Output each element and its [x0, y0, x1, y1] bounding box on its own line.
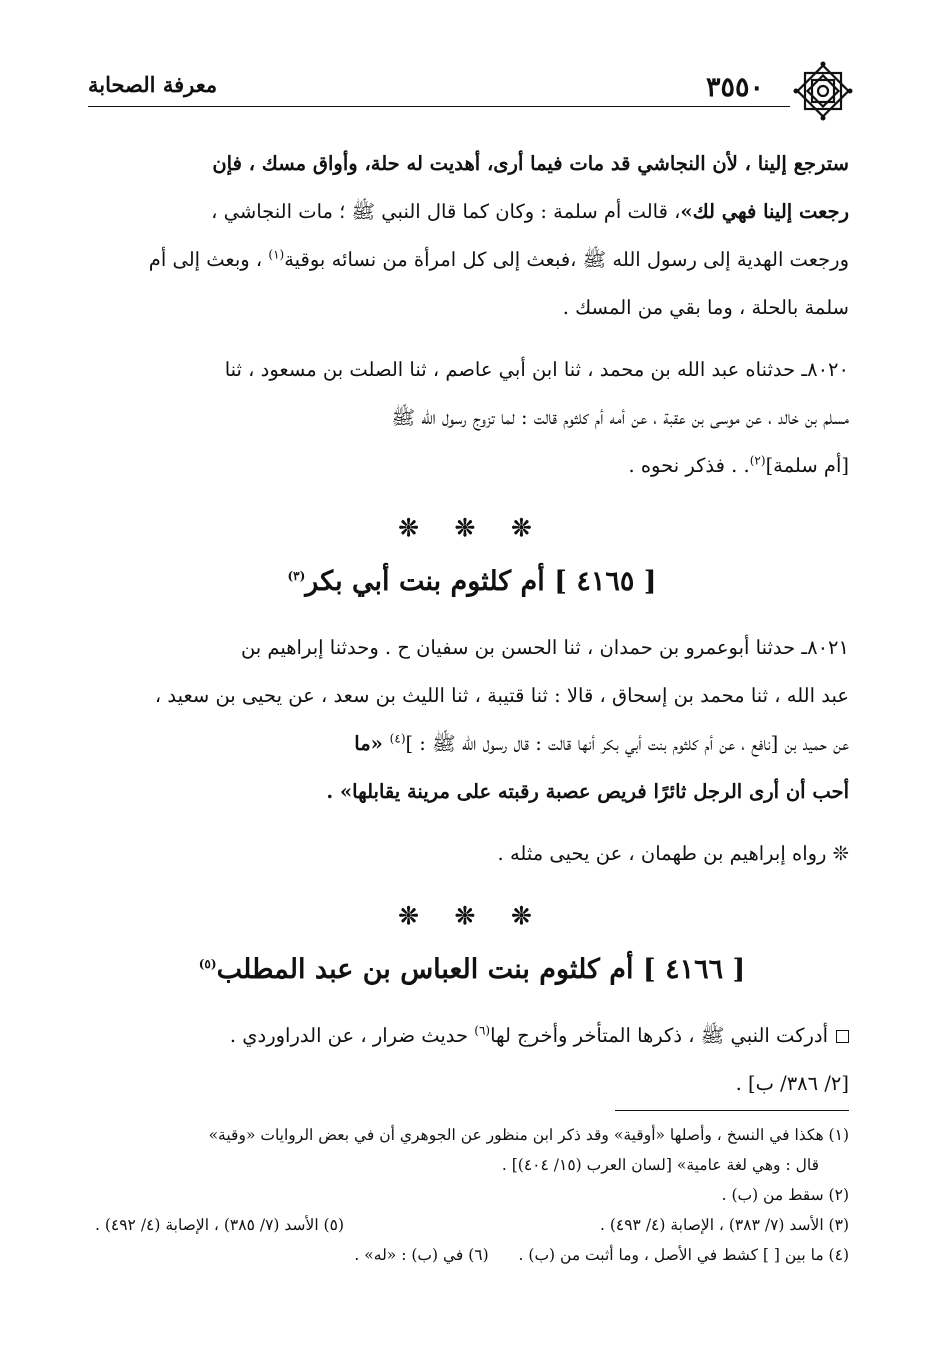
footnote-ref: (١) [268, 247, 285, 262]
text-line: أحب أن أرى الرجل ثائرًا فريص عصبة رقبته على مرينة يقابلها» . [326, 780, 849, 803]
text-line [95, 236, 849, 284]
octagram-ornament-icon [792, 60, 854, 122]
square-marker-icon [836, 1030, 849, 1043]
entry-heading-4165 [95, 556, 849, 608]
hadith-8020 [95, 346, 849, 490]
text-run: حديث ضرار ، عن الدراوردي . [229, 1024, 475, 1047]
header-rule [88, 106, 790, 107]
text-run: [أم سلمة] [765, 454, 849, 477]
text-run: ورجعت الهدية إلى رسول الله ﷺ ،فبعث إلى كل امرأة من نسائه بوقية [284, 248, 849, 271]
footnote-1-cont: قال : وهي لغة عامية» [لسان العرب (١٥/ ٤٠٤)] . [501, 1156, 819, 1174]
text-line: ٨٠٢٠ـ حدثناه عبد الله بن محمد ، ثنا ابن أبي عاصم ، ثنا الصلت بن مسعود ، ثنا [224, 358, 849, 381]
page-number: ٣٥٥٠ [705, 72, 764, 103]
text-line [95, 188, 849, 236]
narration-note: ❊ رواه إبراهيم بن طهمان ، عن يحيى مثله . [497, 842, 849, 865]
entry-title-text: [ ٤١٦٦ ] أم كلثوم بنت العباس بن عبد المطلب [216, 954, 746, 985]
footnote-ref: (٤) [389, 731, 406, 746]
footnote-4: (٤) ما بين [ ] كشط في الأصل ، وما أثبت من (ب) . [518, 1246, 849, 1264]
page-header [88, 60, 854, 130]
text-line [95, 720, 849, 768]
text-line: سترجع إلينا ، لأن النجاشي قد مات فيما أرى، أهديت له حلة، وأواق مسك ، فإن [212, 152, 849, 175]
footnote-ref: (٦) [474, 1023, 491, 1038]
hadith-8021 [95, 624, 849, 816]
text-line: ٨٠٢١ـ حدثنا أبوعمرو بن حمدان ، ثنا الحسن بن سفيان ح . وحدثنا إبراهيم بن [240, 636, 849, 659]
entry-title-text: [ ٤١٦٥ ] أم كلثوم بنت أبي بكر [305, 566, 657, 597]
entry-4166-text [95, 1012, 849, 1108]
quote-bold: «ما [354, 732, 390, 755]
text-line [95, 1012, 849, 1060]
text-run: ، وبعث إلى أم [148, 248, 269, 271]
footnote-3: (٣) الأسد (٧/ ٣٨٣) ، الإصابة (٤/ ٤٩٣) . [600, 1216, 849, 1234]
footnotes [95, 1120, 849, 1270]
section-separator: ❊ ❊ ❊ [398, 901, 546, 930]
text-line: مسلم بن خالد ، عن موسى بن عقبة ، عن أمه أم كلثوم قالت : لما تزوج رسول الله ﷺ [391, 406, 849, 429]
footnote-6: (٦) في (ب) : «له» . [354, 1246, 489, 1264]
text-run: . . فذكر نحوه . [628, 454, 750, 477]
quote-bold: رجعت إلينا فهي لك» [680, 200, 849, 223]
text-run: أدركت النبي ﷺ ، ذكرها المتأخر وأخرج لها [490, 1024, 828, 1047]
entry-heading-4166 [95, 944, 849, 996]
text-line: سلمة بالحلة ، وما بقي من المسك . [562, 296, 849, 319]
footnote-rule [615, 1110, 849, 1111]
footnote-2: (٢) سقط من (ب) . [721, 1186, 849, 1204]
footnote-ref: (٢) [749, 453, 766, 468]
text-line: [٢/ ٣٨٦/ ب] . [735, 1072, 849, 1095]
footnote-5: (٥) الأسد (٧/ ٣٨٥) ، الإصابة (٤/ ٤٩٢) . [95, 1216, 344, 1234]
footnote-ref: (٥) [198, 957, 217, 971]
footnote-row [95, 1240, 849, 1270]
footnote-ref: (٣) [287, 569, 306, 583]
section-separator: ❊ ❊ ❊ [398, 513, 546, 542]
text-line [95, 442, 849, 490]
paragraph-continuation [95, 140, 849, 332]
footnote-1: (١) هكذا في النسخ ، وأصلها «أوقية» وقد ذكر ابن منظور عن الجوهري أن في بعض الروايات «وقية» [208, 1126, 849, 1144]
text-line: عبد الله ، ثنا محمد بن إسحاق ، قالا : ثنا قتيبة ، ثنا الليث بن سعد ، عن يحيى بن سعيد ، [154, 684, 849, 707]
text-run: عن حميد بن [نافع ، عن أم كلثوم بنت أبي بكر أنها قالت : قال رسول الله ﷺ : ] [405, 732, 849, 755]
footnote-row [95, 1210, 849, 1240]
main-text [95, 140, 849, 1108]
running-title: معرفة الصحابة [88, 72, 218, 97]
text-run: ، قالت أم سلمة : وكان كما قال النبي ﷺ ؛ مات النجاشي ، [211, 200, 681, 223]
